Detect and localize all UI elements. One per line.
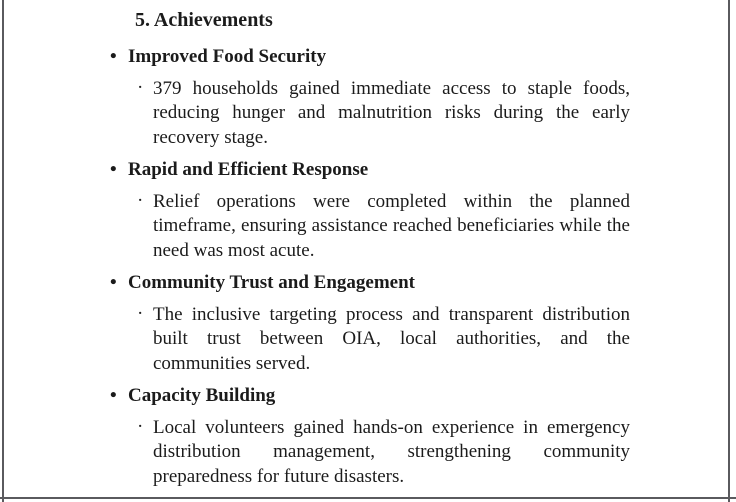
achievement-body bbox=[137, 415, 630, 490]
page-border-right bbox=[728, 0, 730, 502]
achievement-item bbox=[110, 271, 630, 376]
achievement-heading-row bbox=[110, 271, 630, 296]
achievement-body bbox=[137, 189, 630, 264]
achievement-heading-row bbox=[110, 158, 630, 183]
sub-bullet-icon: · bbox=[137, 76, 144, 98]
bullet-icon: • bbox=[110, 46, 117, 67]
achievement-body-text: 379 households gained immediate access to staple foods, reducing hunger and malnutrition risks during the early recovery stage. bbox=[153, 77, 630, 148]
achievement-heading: Improved Food Security bbox=[128, 46, 327, 67]
achievement-heading-row bbox=[110, 384, 630, 409]
achievement-item bbox=[110, 45, 630, 150]
section-title: 5. Achievements bbox=[135, 9, 273, 31]
achievement-body-text: Relief operations were completed within the planned timeframe, ensuring assistance reached beneficiaries while the need was most acute. bbox=[153, 190, 630, 261]
sub-bullet-icon: · bbox=[137, 302, 144, 324]
bullet-icon: • bbox=[110, 385, 117, 406]
sub-bullet-icon: · bbox=[137, 189, 144, 211]
achievement-body-text: Local volunteers gained hands-on experience in emergency distribution management, strengthening community preparedness for future disasters. bbox=[153, 416, 630, 487]
achievement-body-text: The inclusive targeting process and transparent distribution built trust between OIA, local authorities, and the communities served. bbox=[153, 303, 630, 374]
page-border-left bbox=[2, 0, 4, 502]
sub-bullet-icon: · bbox=[137, 415, 144, 437]
achievement-heading: Community Trust and Engagement bbox=[128, 272, 415, 293]
achievement-heading-row bbox=[110, 45, 630, 70]
document-content bbox=[110, 8, 630, 489]
achievement-item bbox=[110, 384, 630, 489]
achievement-body bbox=[137, 76, 630, 151]
bullet-icon: • bbox=[110, 272, 117, 293]
achievement-heading: Capacity Building bbox=[128, 385, 276, 406]
achievement-heading: Rapid and Efficient Response bbox=[128, 159, 369, 180]
page-border-bottom bbox=[0, 497, 736, 499]
bullet-icon: • bbox=[110, 159, 117, 180]
achievement-item bbox=[110, 158, 630, 263]
achievement-body bbox=[137, 302, 630, 377]
